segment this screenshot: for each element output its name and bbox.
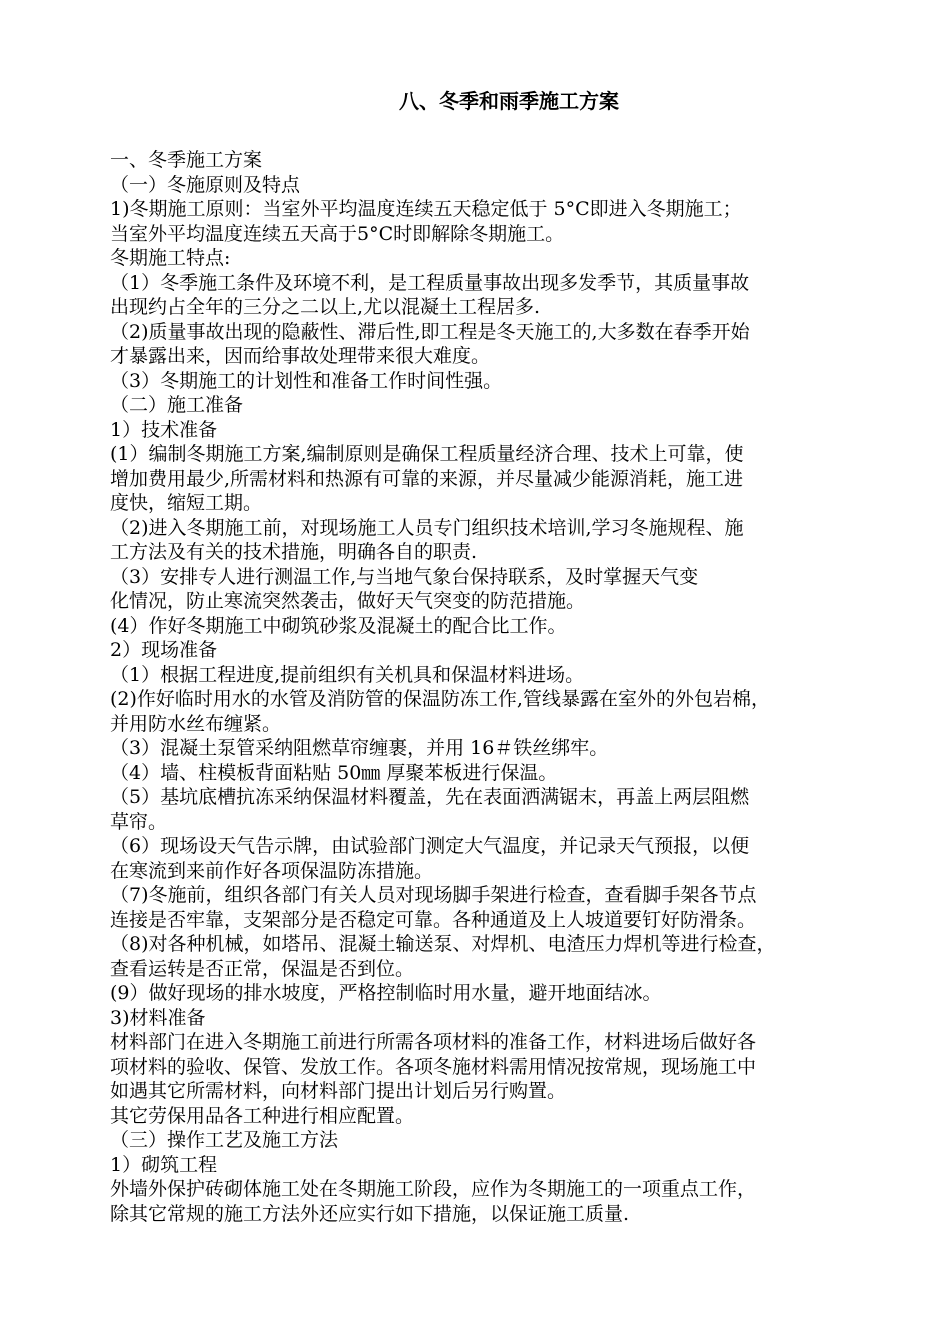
text-line: （3）混凝土泵管采纳阻燃草帘缠裹，并用 16＃铁丝绑牢。: [110, 737, 609, 759]
text-line: （三）操作工艺及施工方法: [110, 1129, 339, 1151]
text-line: 一、冬季施工方案: [110, 149, 263, 171]
text-line: 度快，缩短工期。: [110, 492, 263, 514]
text-line: （5）基坑底槽抗冻采纳保温材料覆盖，先在表面洒满锯末，再盖上两层阻燃: [110, 786, 750, 808]
text-line: 查看运转是否正常，保温是否到位。: [110, 957, 415, 980]
text-line: （二）施工准备: [110, 394, 244, 416]
text-line: 工方法及有关的技术措施，明确各自的职责.: [110, 541, 478, 563]
text-line: 外墙外保护砖砌体施工处在冬期施工阶段，应作为冬期施工的一项重点工作，: [110, 1178, 757, 1200]
text-line: 冬期施工特点:: [110, 247, 231, 269]
text-line: 如遇其它所需材料，向材料部门提出计划后另行购置。: [110, 1080, 567, 1102]
text-line: （1）根据工程进度,提前组织有关机具和保温材料进场。: [110, 663, 585, 686]
text-line: 2）现场准备: [110, 639, 218, 661]
page-title: 八、冬季和雨季施工方案: [399, 89, 619, 113]
text-line: （2)质量事故出现的隐蔽性、滞后性,即工程是冬天施工的,大多数在春季开始: [110, 320, 750, 343]
text-line: 1）砌筑工程: [110, 1153, 218, 1176]
text-line: (1）编制冬期施工方案,编制原则是确保工程质量经济合理、技术上可靠，使: [110, 443, 744, 465]
text-line: （6）现场设天气告示牌，由试验部门测定大气温度，并记录天气预报，以便: [110, 835, 750, 857]
text-line: （8)对各种机械，如塔吊、混凝土输送泵、对焊机、电渣压力焊机等进行检查，: [110, 933, 776, 955]
text-line: （3）冬期施工的计划性和准备工作时间性强。: [110, 369, 503, 392]
text-line: 增加费用最少,所需材料和热源有可靠的来源，并尽量减少能源消耗，施工进: [110, 467, 744, 490]
text-line: （7)冬施前，组织各部门有关人员对现场脚手架进行检查，查看脚手架各节点: [110, 884, 757, 906]
text-line: 1)冬期施工原则：当室外平均温度连续五天稳定低于 5°C即进入冬期施工；: [110, 198, 742, 220]
text-line: 出现约占全年的三分之二以上,尤以混凝土工程居多.: [110, 296, 541, 318]
text-line: (4）作好冬期施工中砌筑砂浆及混凝土的配合比工作。: [110, 614, 567, 637]
text-line: 才暴露出来，因而给事故处理带来很大难度。: [110, 345, 491, 367]
text-line: 1）技术准备: [110, 418, 218, 441]
text-line: 其它劳保用品各工种进行相应配置。: [110, 1104, 415, 1127]
text-line: （3）安排专人进行测温工作,与当地气象台保持联系，及时掌握天气变: [110, 565, 699, 588]
text-line: 化情况，防止寒流突然袭击，做好天气突变的防范措施。: [110, 590, 586, 612]
text-line: 除其它常规的施工方法外还应实行如下措施，以保证施工质量.: [110, 1202, 630, 1225]
document-body: [110, 148, 898, 1226]
text-line: 3)材料准备: [110, 1006, 206, 1029]
text-line: (2)作好临时用水的水管及消防管的保温防冻工作,管线暴露在室外的外包岩棉，: [110, 688, 770, 710]
text-line: 在寒流到来前作好各项保温防冻措施。: [110, 859, 434, 882]
text-line: 草帘。: [110, 810, 168, 833]
text-line: (9）做好现场的排水坡度，严格控制临时用水量，避开地面结冰。: [110, 982, 662, 1004]
text-line: （一）冬施原则及特点: [110, 173, 301, 196]
text-line: 当室外平均温度连续五天高于5°C时即解除冬期施工。: [110, 222, 565, 245]
text-line: （2)进入冬期施工前，对现场施工人员专门组织技术培训,学习冬施规程、施: [110, 516, 744, 539]
text-line: 连接是否牢靠，支架部分是否稳定可靠。各种通道及上人坡道要钉好防滑条。: [110, 908, 757, 931]
text-line: 材料部门在进入冬期施工前进行所需各项材料的准备工作，材料进场后做好各: [110, 1031, 757, 1053]
text-line: 项材料的验收、保管、发放工作。各项冬施材料需用情况按常规，现场施工中: [110, 1055, 757, 1078]
text-line: 并用防水丝布缠紧。: [110, 712, 282, 735]
text-line: （1）冬季施工条件及环境不利，是工程质量事故出现多发季节，其质量事故: [110, 271, 750, 294]
text-line: （4）墙、柱模板背面粘贴 50㎜ 厚聚苯板进行保温。: [110, 761, 558, 784]
